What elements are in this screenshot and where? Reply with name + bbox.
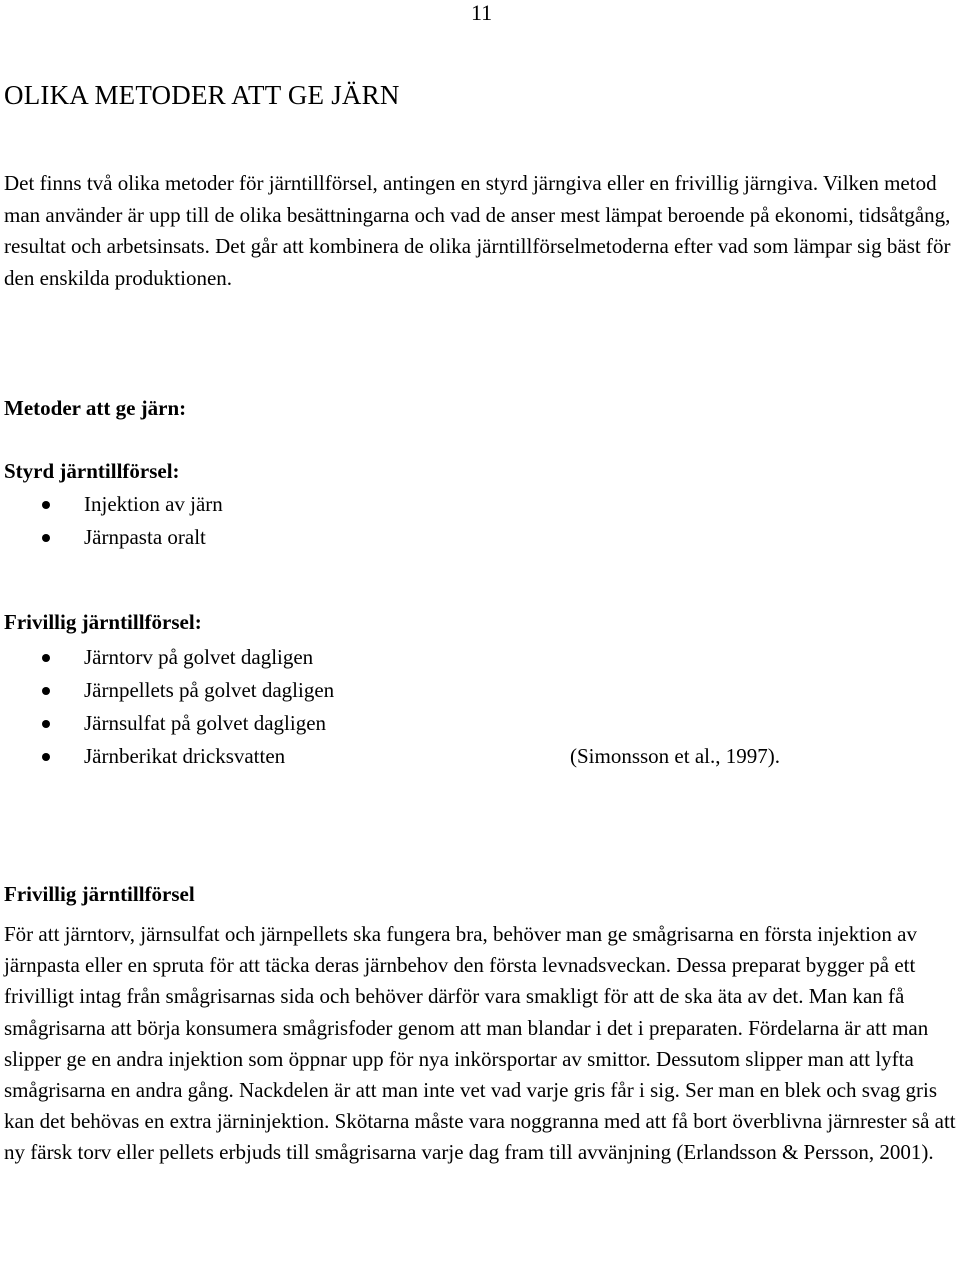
list-item-text: Järnsulfat på golvet dagligen bbox=[84, 711, 327, 735]
page-number: 11 bbox=[471, 0, 493, 25]
intro-paragraph: Det finns två olika metoder för järntillförsel, antingen en styrd järngiva eller en frivillig järngiva. Vilken metod man använder är upp till de olika besättningarna och vad de anser mest lämpat beroende på ekonomi, tidsåtgång, resultat och arbetsinsats. Det går att kombinera de olika järntillförselmetoderna efter vad som lämpar sig bäst för den enskilda produktionen. bbox=[4, 171, 951, 290]
list-item-text: Injektion av järn bbox=[84, 492, 223, 516]
bullet-icon bbox=[42, 654, 50, 662]
methods-heading: Metoder att ge järn: bbox=[4, 396, 187, 420]
bullet-icon bbox=[42, 753, 50, 761]
bullet-icon bbox=[42, 534, 50, 542]
list-item-text: Järnberikat dricksvatten bbox=[84, 744, 286, 768]
citation: (Simonsson et al., 1997). bbox=[570, 744, 780, 768]
list-item-text: Järnpellets på golvet dagligen bbox=[84, 678, 335, 702]
bullet-icon bbox=[42, 501, 50, 509]
bullet-icon bbox=[42, 720, 50, 728]
voluntary-section-heading: Frivillig järntillförsel bbox=[4, 882, 195, 906]
voluntary-section-paragraph: För att järntorv, järnsulfat och järnpellets ska fungera bra, behöver man ge smågrisarna en första injektion av järnpasta eller en spruta för att täcka deras järnbehov den första levnadsveckan. Dessa preparat bygger på ett frivilligt intag från smågrisarnas sida och behöver därför vara smakligt för att de ska äta av det. Man kan få smågrisarna att börja konsumera smågrisfoder genom att man blandar i det i preparaten. Fördelarna är att man slipper ge en andra injektion som öppnar upp för nya inkörsportar av smittor. Dessutom slipper man att lyfta smågrisarna en andra gång. Nackdelen är att man inte vet vad varje gris får i sig. Ser man en blek och svag gris kan det behövas en extra järninjektion. Skötarna måste vara noggranna med att få bort överblivna järnrester så att ny färsk torv eller pellets erbjuds till smågrisarna varje dag fram till avvänjning (Erlandsson & Persson, 2001). bbox=[4, 922, 956, 1165]
bullet-icon bbox=[42, 687, 50, 695]
list-item-text: Järnpasta oralt bbox=[84, 525, 206, 549]
page-title: OLIKA METODER ATT GE JÄRN bbox=[4, 80, 400, 110]
list-item-text: Järntorv på golvet dagligen bbox=[84, 645, 314, 669]
voluntary-iron-heading: Frivillig järntillförsel: bbox=[4, 610, 202, 634]
controlled-iron-heading: Styrd järntillförsel: bbox=[4, 459, 180, 483]
